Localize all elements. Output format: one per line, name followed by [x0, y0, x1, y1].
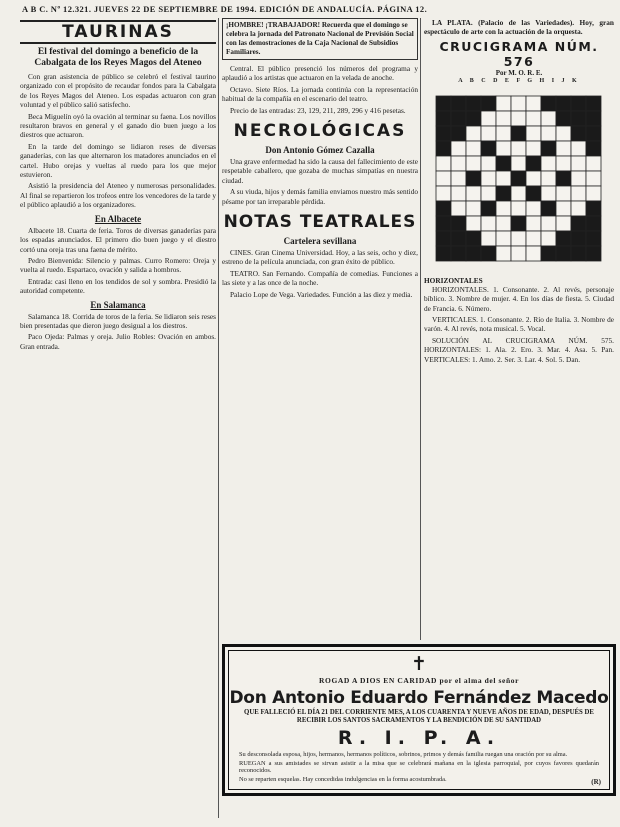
crossword-cell: [496, 96, 511, 111]
crossword-cell: [586, 171, 601, 186]
article-paragraph: Central. El público presenció los números del programa y aplaudió a los artistas que actuaron en la velada de anoche.: [222, 64, 418, 83]
column-center: [222, 18, 418, 638]
crossword-block-cell: [451, 126, 466, 141]
crossword-cell: [586, 156, 601, 171]
crossword-cell: [556, 201, 571, 216]
crossword-cell: [511, 156, 526, 171]
crossword-cell: [571, 156, 586, 171]
crossword-cell: [511, 111, 526, 126]
crossword-block-cell: [481, 96, 496, 111]
crossword-block-cell: [466, 231, 481, 246]
crossword-block-cell: [451, 216, 466, 231]
section-title-taurinas: TAURINAS: [20, 20, 216, 44]
article-paragraph: CINES. Gran Cinema Universidad. Hoy, a las seis, ocho y diez, estreno de la película anunciada, con gran éxito de público.: [222, 248, 418, 267]
crossword-block-cell: [586, 246, 601, 261]
crossword-cell: [496, 231, 511, 246]
crossword-cell: [526, 216, 541, 231]
article-paragraph: A su viuda, hijos y demás familia enviamos nuestro más sentido pésame por tan irreparable pérdida.: [222, 187, 418, 206]
crossword-cell: [556, 126, 571, 141]
crossword-cell: [571, 186, 586, 201]
crossword-title: CRUCIGRAMA NÚM. 576: [439, 38, 599, 69]
crossword-block-cell: [466, 96, 481, 111]
crossword-block-cell: [571, 216, 586, 231]
crossword-column-letters: A B C D E F G H I J K: [458, 77, 580, 84]
crossword-cell: [496, 171, 511, 186]
crossword-cell: [496, 141, 511, 156]
crossword-block-cell: [571, 231, 586, 246]
article-paragraph: Palacio Lope de Vega. Variedades. Función a las diez y media.: [230, 289, 413, 299]
crossword-cell: [466, 216, 481, 231]
crossword-cell: [481, 231, 496, 246]
crossword-block-cell: [556, 96, 571, 111]
crossword-cell: [526, 111, 541, 126]
article-paragraph: Entrada: casi lleno en los tendidos de sol y sombra. Presidió la autoridad competente.: [20, 276, 216, 296]
crossword-cell: [481, 111, 496, 126]
crossword-cell: [541, 216, 556, 231]
crossword-cell: [451, 141, 466, 156]
crossword-block-cell: [481, 141, 496, 156]
crossword-block-cell: [586, 216, 601, 231]
crossword-solution: SOLUCIÓN AL CRUCIGRAMA NÚM. 575. HORIZONTALES: 1. Ala. 2. Ero. 3. Mar. 4. Asa. 5. Pan. VERTICALES: 1. Amo. 2. Ser. 3. Lar. 4. Sol. 5. Dan.: [424, 335, 614, 364]
crossword-cell: [511, 231, 526, 246]
article-paragraph: Asistió la presidencia del Ateneo y numerosas personalidades. Al final se repartieron los trofeos entre los vencedores de la tarde y el público aplaudió a los organizadores.: [20, 181, 216, 210]
crossword-block-cell: [436, 231, 451, 246]
headline-festival: El festival del domingo a beneficio de la Cabalgata de los Reyes Magos del Ateneo: [34, 47, 202, 68]
crossword-cell: [511, 201, 526, 216]
crossword-block-cell: [451, 231, 466, 246]
obituary-prayer: ROGAD A DIOS EN CARIDAD por el alma del señor: [319, 676, 519, 685]
column-taurinas: [20, 18, 216, 818]
crossword-block-cell: [451, 111, 466, 126]
crossword-block-cell: [481, 201, 496, 216]
crossword-cell: [451, 171, 466, 186]
obituary-text: No se reparten esquelas. Hay concedidas indulgencias en la forma acostumbrada.: [239, 776, 447, 784]
crossword-block-cell: [451, 96, 466, 111]
article-paragraph: Pedro Bienvenida: Silencio y palmas. Curro Romero: Oreja y vuelta al ruedo. Espartaco, ovación y salida a hombros.: [20, 255, 216, 275]
crossword-section-label: HORIZONTALES: [424, 275, 483, 285]
crossword-cell: [526, 171, 541, 186]
crossword-cell: [511, 96, 526, 111]
section-title-necrologicas: NECROLÓGICAS: [233, 121, 407, 142]
article-paragraph: LA PLATA. (Palacio de las Variedades). Hoy, gran espectáculo de arte con la actuación de la orquesta.: [424, 18, 614, 37]
crossword-block-cell: [436, 246, 451, 261]
crossword-block-cell: [511, 171, 526, 186]
cross-icon: ✝: [411, 654, 427, 675]
crossword-cell: [511, 141, 526, 156]
crossword-block-cell: [541, 96, 556, 111]
crossword-block-cell: [586, 201, 601, 216]
crossword-cell: [466, 186, 481, 201]
obituary-border: [228, 650, 610, 790]
crossword-cell: [436, 171, 451, 186]
crossword-cell: [481, 216, 496, 231]
crossword-cell: [526, 201, 541, 216]
obituary-name: Don Antonio Eduardo Fernández Macedo: [229, 688, 609, 708]
crossword-block-cell: [571, 111, 586, 126]
crossword-cell: [466, 126, 481, 141]
column-rule: [420, 18, 421, 640]
crossword-cell: [451, 201, 466, 216]
crossword-cell: [541, 156, 556, 171]
article-paragraph: Salamanca 18. Corrida de toros de la feria. Se lidiaron seis reses bien presentadas que dieron juego desigual a los diestros.: [20, 311, 216, 330]
crossword-cell: [481, 171, 496, 186]
crossword-block-cell: [496, 156, 511, 171]
crossword-cell: [571, 171, 586, 186]
crossword-block-cell: [541, 201, 556, 216]
crossword-cell: [481, 126, 496, 141]
crossword-block-cell: [526, 186, 541, 201]
crossword-cell: [511, 246, 526, 261]
crossword-cell: [541, 186, 556, 201]
crossword-block-cell: [436, 126, 451, 141]
crossword-cell: [496, 216, 511, 231]
crossword-cell: [496, 111, 511, 126]
crossword-cell: [466, 141, 481, 156]
crossword-cell: [466, 156, 481, 171]
crossword-cell: [541, 171, 556, 186]
article-paragraph: Paco Ojeda: Palmas y oreja. Julio Robles: Ovación en ambos. Gran entrada.: [20, 332, 216, 351]
crossword-block-cell: [571, 96, 586, 111]
crossword-block-cell: [496, 186, 511, 201]
crossword-block-cell: [466, 171, 481, 186]
column-rule: [218, 18, 219, 818]
crossword-block-cell: [436, 141, 451, 156]
crossword-cell: [496, 126, 511, 141]
article-paragraph: Una grave enfermedad ha sido la causa del fallecimiento de este respetable caballero, que gozaba de muchas simpatías en nuestra ciudad.: [222, 157, 418, 185]
crossword-clues: VERTICALES. 1. Consonante. 2. Río de Italia. 3. Nombre de varón. 4. Al revés, nota musical. 5. Vocal.: [424, 315, 614, 334]
crossword-cell: [511, 186, 526, 201]
crossword-cell: [451, 186, 466, 201]
crossword-block-cell: [541, 141, 556, 156]
crossword-cell: [556, 216, 571, 231]
crossword-block-cell: [511, 126, 526, 141]
crossword-cell: [526, 231, 541, 246]
crossword-cell: [436, 186, 451, 201]
crossword-block-cell: [436, 216, 451, 231]
crossword-cell: [496, 246, 511, 261]
crossword-block-cell: [556, 231, 571, 246]
obituary-details: QUE FALLECIÓ EL DÍA 21 DEL CORRIENTE MES, A LOS CUARENTA Y NUEVE AÑOS DE EDAD, DESPUÉS DE RECIBIR LOS SANTOS SACRAMENTOS Y LA BENDICIÓN DE SU SANTIDAD: [244, 709, 594, 724]
crossword-cell: [556, 186, 571, 201]
crossword-cell: [586, 186, 601, 201]
crossword-block-cell: [556, 171, 571, 186]
crossword-cell: [481, 156, 496, 171]
subhead-cartelera: Cartelera sevillana: [283, 236, 357, 247]
obituary-ripa: R. I. P. A.: [337, 727, 501, 749]
crossword-cell: [526, 141, 541, 156]
article-paragraph: Con gran asistencia de público se celebró el festival taurino organizado con el propósito de recaudar fondos para la Cabalgata de los Reyes Magos del Ateneo. Los espadas actuaron con gran voluntad y el público salió satisfecho.: [20, 72, 216, 110]
article-paragraph: En la tarde del domingo se lidiaron reses de diversas ganaderías, con las que alternaron los matadores anunciados en el cartel. Hubo orejas y vueltas al ruedo para los que mejor estuvieron.: [20, 141, 216, 180]
crossword-block-cell: [481, 246, 496, 261]
crossword-block-cell: [586, 231, 601, 246]
crossword-block-cell: [436, 201, 451, 216]
crossword-cell: [541, 111, 556, 126]
article-paragraph: Beca Miguelín oyó la ovación al terminar su faena. Los novillos resultaron bravos en general y el ganado dio buen juego a los diestros que actuaron.: [20, 111, 216, 140]
subhead-salamanca: En Salamanca: [90, 299, 146, 310]
crossword-cell: [451, 156, 466, 171]
obituary-notice: [222, 644, 616, 796]
subhead-necrologica: Don Antonio Gómez Cazalla: [265, 145, 375, 156]
crossword-block-cell: [451, 246, 466, 261]
crossword-author: Por M. O. R. E.: [495, 68, 543, 77]
crossword-cell: [571, 201, 586, 216]
crossword-cell: [526, 96, 541, 111]
subhead-albacete: En Albacete: [94, 213, 142, 224]
crossword-block-cell: [541, 246, 556, 261]
article-paragraph: Albacete 18. Cuarta de feria. Toros de diversas ganaderías para los espadas anunciados. El primero dio buen juego y el diestro cortó una oreja tras una faena de mérito.: [20, 225, 216, 254]
crossword-block-cell: [586, 111, 601, 126]
crossword-block-cell: [571, 126, 586, 141]
crossword-cell: [496, 201, 511, 216]
crossword-clues: HORIZONTALES. 1. Consonante. 2. Al revés, personaje bíblico. 3. Nombre de mujer. 4. En los días de fiesta. 5. Ciudad de Francia. 6. Número.: [424, 284, 614, 313]
column-right: [424, 18, 614, 638]
crossword-block-cell: [511, 216, 526, 231]
crossword-block-cell: [571, 246, 586, 261]
article-paragraph: Octavo. Siete Ríos. La jornada continúa con la representación habitual de la compañía en el escenario del teatro.: [222, 84, 418, 104]
article-paragraph: TEATRO. San Fernando. Compañía de comedias. Funciones a las siete y a las once de la noche.: [222, 268, 418, 288]
crossword-block-cell: [586, 96, 601, 111]
crossword-cell: [481, 186, 496, 201]
masthead: A B C. Nº 12.321. JUEVES 22 DE SEPTIEMBRE DE 1994. EDICIÓN DE ANDALUCÍA. PÁGINA 12.: [22, 4, 428, 14]
obituary-text: RUEGAN a sus amistades se sirvan asistir a la misa que se celebrará mañana en la iglesia parroquial, por cuyos favores quedarán reconocidos.: [239, 759, 599, 775]
crossword-block-cell: [466, 246, 481, 261]
section-title-notas-teatrales: NOTAS TEATRALES: [223, 212, 417, 233]
crossword-block-cell: [526, 156, 541, 171]
crossword-block-cell: [586, 141, 601, 156]
obituary-ref: (R): [591, 778, 601, 786]
crossword-cell: [541, 126, 556, 141]
article-paragraph: Precio de las entradas: 23, 129, 211, 289, 296 y 416 pesetas.: [230, 105, 406, 115]
crossword-block-cell: [556, 111, 571, 126]
crossword-grid: [424, 84, 614, 274]
crossword-cell: [526, 246, 541, 261]
crossword-cell: [436, 156, 451, 171]
crossword-cell: [526, 126, 541, 141]
obituary-text: Su desconsolada esposa, hijos, hermanos, hermanos políticos, sobrinos, primos y demás familia ruegan una oración por su alma.: [239, 751, 568, 758]
crossword-cell: [571, 141, 586, 156]
crossword-cell: [556, 156, 571, 171]
crossword-block-cell: [466, 111, 481, 126]
crossword-block-cell: [556, 246, 571, 261]
crossword-cell: [466, 201, 481, 216]
crossword-block-cell: [586, 126, 601, 141]
crossword-block-cell: [436, 96, 451, 111]
crossword-cell: [541, 231, 556, 246]
crossword-block-cell: [436, 111, 451, 126]
notice-box: ¡HOMBRE! ¡TRABAJADOR! Recuerda que el domingo se celebra la jornada del Patronato Nacional de Previsión Social con las demostraciones de la Caja Nacional de Subsidios Familiares.: [222, 18, 418, 60]
crossword-cell: [556, 141, 571, 156]
